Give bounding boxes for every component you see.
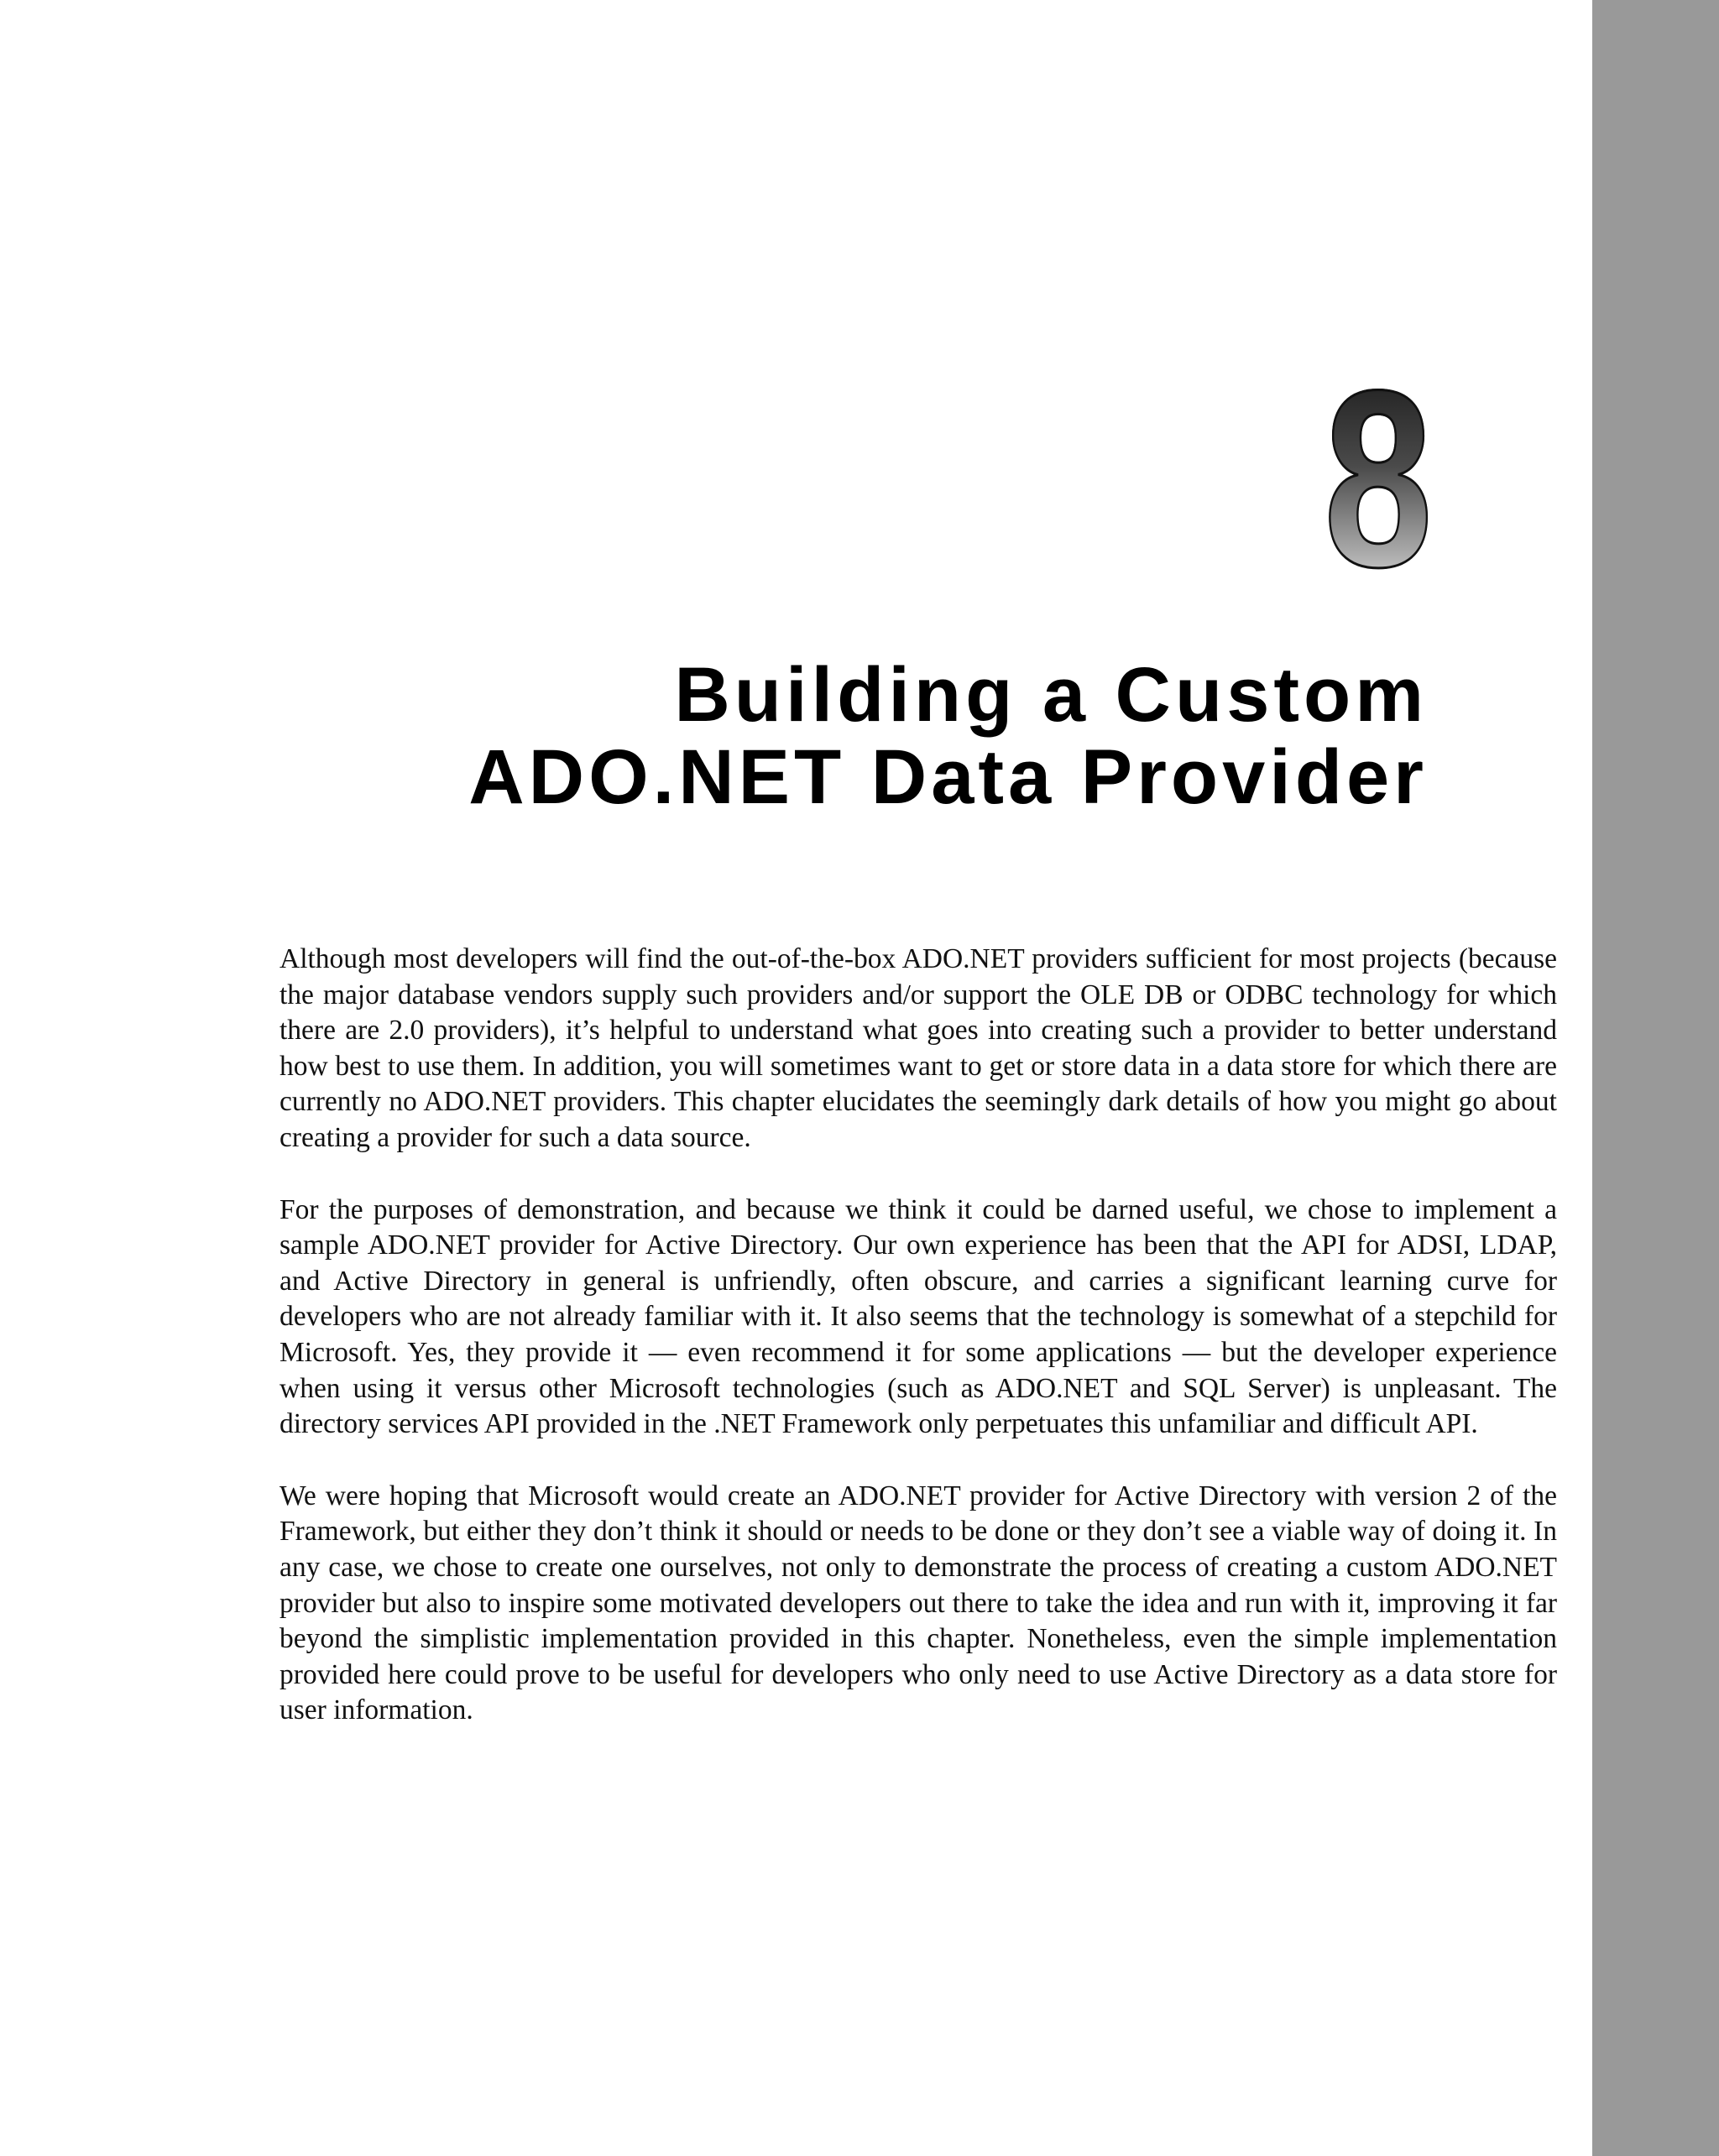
chapter-intro-text <box>280 942 1557 1765</box>
intro-paragraph-1: Although most developers will find the out-of-the-box ADO.NET providers sufficient for most projects (because the major database vendors supply such providers and/or support the OLE DB or ODBC technology for which there are 2.0 providers), it’s helpful to understand what goes into creating such a provider to better understand how best to use them. In addition, you will sometimes want to get or store data in a data store for which there are currently no ADO.NET providers. This chapter elucidates the seemingly dark details of how you might go about creating a provider for such a data source. <box>280 943 1557 1153</box>
intro-paragraph-3: We were hoping that Microsoft would create an ADO.NET provider for Active Directory with version 2 of the Framework, but either they don’t think it should or needs to be done or they don’t see a viable way of doing it. In any case, we chose to create one ourselves, not only to demonstrate the process of creating a custom ADO.NET provider but also to inspire some motivated developers out there to take the idea and run with it, improving it far beyond the simplistic implementation provided in this chapter. Nonetheless, even the simple implementation provided here could prove to be useful for developers who only need to use Active Directory as a data store for user information. <box>280 1480 1557 1726</box>
chapter-title-line-2: ADO.NET Data Provider <box>468 734 1428 820</box>
chapter-number: 8 <box>1324 337 1428 619</box>
page-edge-tab <box>1592 0 1719 2156</box>
chapter-title-line-1: Building a Custom <box>674 652 1428 738</box>
intro-paragraph-2: For the purposes of demonstration, and because we think it could be darned useful, we chose to implement a sample ADO.NET provider for Active Directory. Our own experience has been that the API for ADSI, LDAP, and Active Directory in general is unfriendly, often obscure, and carries a significant learning curve for developers who are not already familiar with it. It also seems that the technology is somewhat of a stepchild for Microsoft. Yes, they provide it — even recommend it for some applications — but the developer experience when using it versus other Microsoft technologies (such as ADO.NET and SQL Server) is unpleasant. The directory services API provided in the .NET Framework only perpetuates this unfamiliar and difficult API. <box>280 1193 1557 1440</box>
